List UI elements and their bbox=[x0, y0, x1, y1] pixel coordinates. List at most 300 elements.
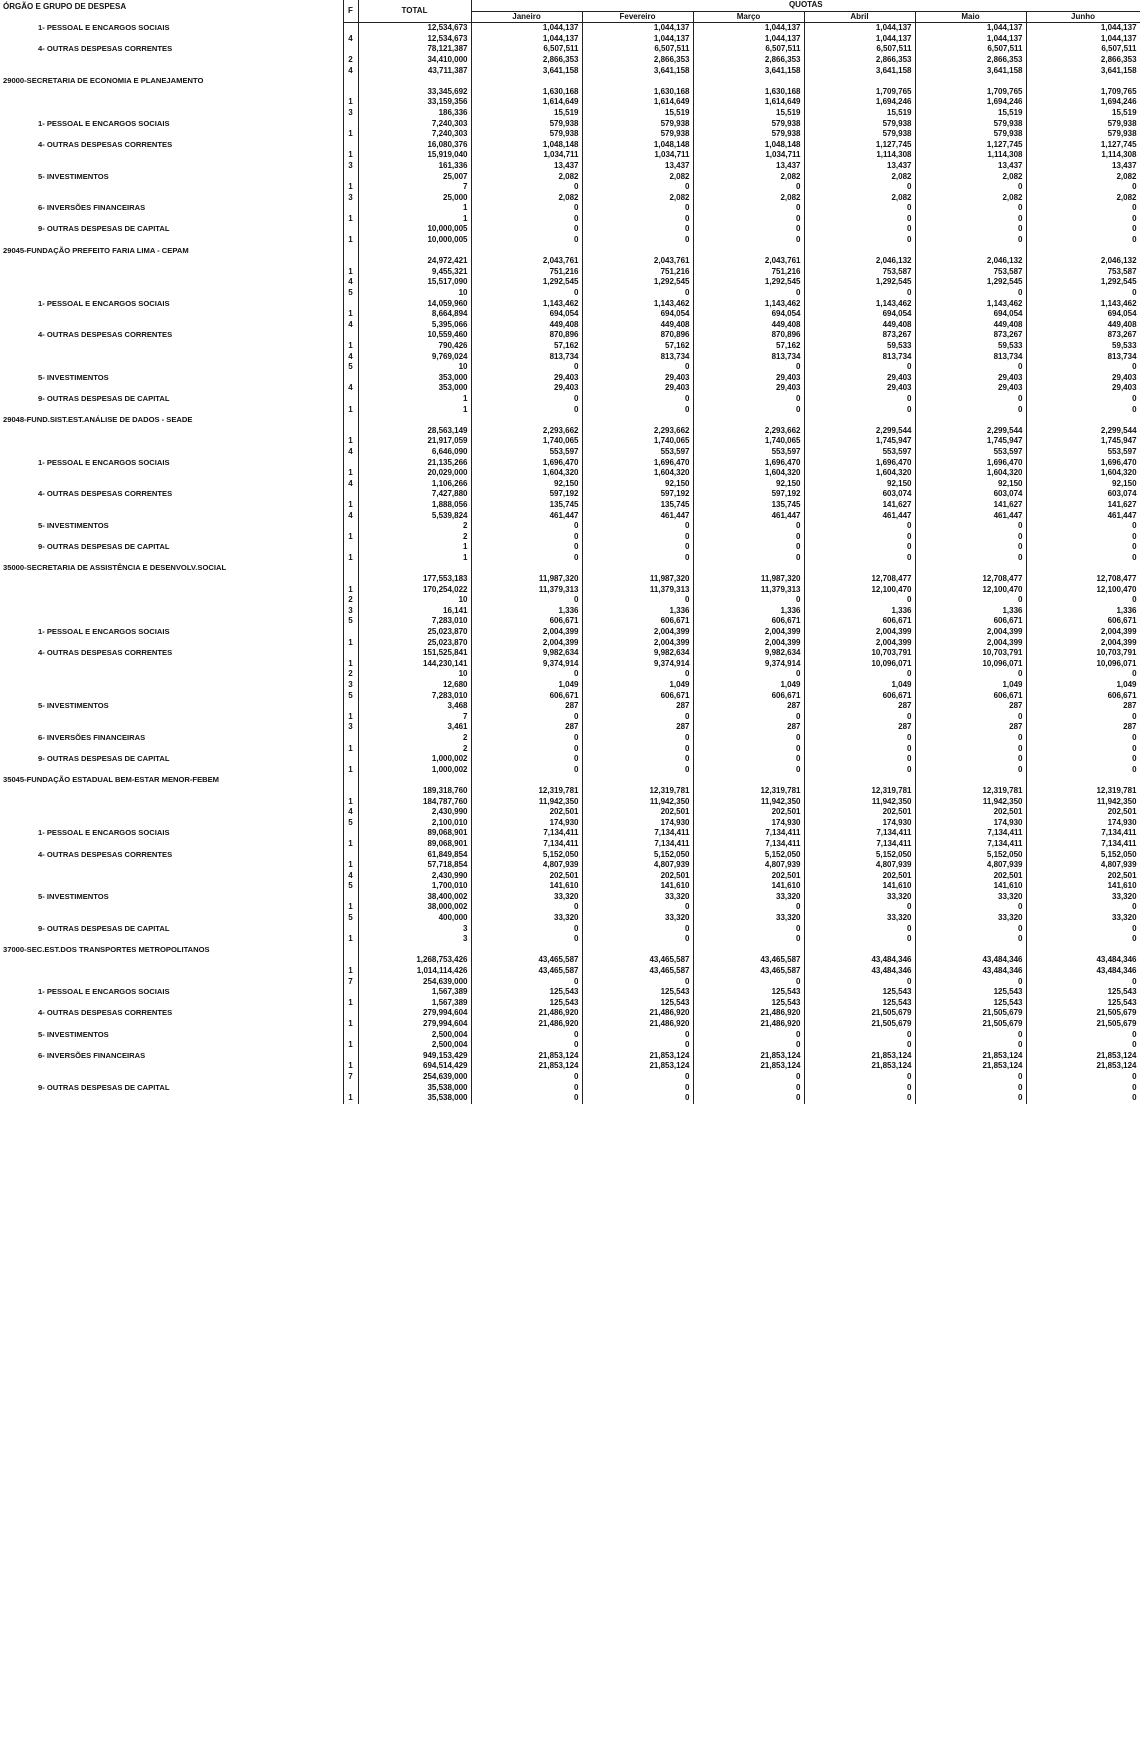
quota-cell: 0 bbox=[915, 754, 1026, 765]
expense-group-row bbox=[0, 828, 1140, 839]
quota-cell: 579,938 bbox=[582, 129, 693, 140]
fonte-cell: 4 bbox=[343, 871, 358, 882]
total-cell: 3,468 bbox=[358, 701, 471, 712]
quota-cell: 3,641,158 bbox=[693, 66, 804, 77]
quota-cell: 1,696,470 bbox=[804, 458, 915, 469]
quota-cell: 0 bbox=[693, 977, 804, 988]
total-cell: 7 bbox=[358, 182, 471, 193]
total-cell: 89,068,901 bbox=[358, 828, 471, 839]
quota-cell: 1,336 bbox=[693, 606, 804, 617]
quota-cell: 0 bbox=[693, 1040, 804, 1051]
fonte-cell: 1 bbox=[343, 182, 358, 193]
row-label: 9- OUTRAS DESPESAS DE CAPITAL bbox=[38, 224, 170, 234]
quota-cell: 0 bbox=[915, 532, 1026, 543]
quota-cell: 694,054 bbox=[915, 309, 1026, 320]
quota-cell: 202,501 bbox=[804, 807, 915, 818]
source-row bbox=[0, 786, 1140, 797]
total-cell: 5,395,066 bbox=[358, 320, 471, 331]
quota-cell: 0 bbox=[804, 542, 915, 553]
quota-cell: 21,486,920 bbox=[582, 1008, 693, 1019]
quota-cell: 2,866,353 bbox=[915, 55, 1026, 66]
quota-cell: 2,043,761 bbox=[471, 256, 582, 267]
quota-cell: 15,519 bbox=[915, 108, 1026, 119]
quota-cell: 0 bbox=[1026, 765, 1140, 776]
quota-cell: 11,942,350 bbox=[471, 797, 582, 808]
row-label bbox=[0, 34, 343, 45]
total-cell: 25,023,870 bbox=[358, 627, 471, 638]
fonte-cell: 2 bbox=[343, 55, 358, 66]
quota-cell: 287 bbox=[693, 722, 804, 733]
quota-cell: 12,319,781 bbox=[915, 786, 1026, 797]
row-label: 1- PESSOAL E ENCARGOS SOCIAIS bbox=[38, 987, 170, 997]
quota-cell: 1,044,137 bbox=[582, 23, 693, 34]
source-row bbox=[0, 362, 1140, 373]
quota-cell: 0 bbox=[471, 765, 582, 776]
quota-cell: 0 bbox=[582, 765, 693, 776]
quota-cell: 6,507,511 bbox=[693, 44, 804, 55]
fonte-cell: 1 bbox=[343, 553, 358, 564]
quota-cell: 9,982,634 bbox=[582, 648, 693, 659]
quota-cell: 13,437 bbox=[471, 161, 582, 172]
quota-cell: 4,807,939 bbox=[1026, 860, 1140, 871]
expense-group-row bbox=[0, 701, 1140, 712]
quota-cell: 1,604,320 bbox=[804, 468, 915, 479]
quota-cell: 92,150 bbox=[915, 479, 1026, 490]
quota-cell: 606,671 bbox=[582, 691, 693, 702]
quota-cell: 606,671 bbox=[804, 691, 915, 702]
quota-cell: 13,437 bbox=[1026, 161, 1140, 172]
quota-cell bbox=[804, 945, 915, 956]
quota-cell: 0 bbox=[582, 595, 693, 606]
quota-cell: 2,299,544 bbox=[915, 426, 1026, 437]
row-label bbox=[0, 479, 343, 490]
quota-cell: 10,703,791 bbox=[804, 648, 915, 659]
quota-cell: 202,501 bbox=[471, 871, 582, 882]
quota-cell: 0 bbox=[915, 235, 1026, 246]
row-label bbox=[0, 66, 343, 77]
quota-cell: 813,734 bbox=[1026, 352, 1140, 363]
quota-cell: 0 bbox=[1026, 394, 1140, 405]
quota-cell: 21,853,124 bbox=[471, 1051, 582, 1062]
quota-cell: 125,543 bbox=[582, 987, 693, 998]
quota-cell: 21,853,124 bbox=[804, 1051, 915, 1062]
source-row bbox=[0, 341, 1140, 352]
total-cell: 16,141 bbox=[358, 606, 471, 617]
row-label bbox=[0, 553, 343, 564]
quota-cell: 21,505,679 bbox=[1026, 1008, 1140, 1019]
quota-cell: 1,709,765 bbox=[1026, 87, 1140, 98]
source-row bbox=[0, 352, 1140, 363]
total-cell: 2 bbox=[358, 744, 471, 755]
quota-cell: 43,465,587 bbox=[693, 955, 804, 966]
quota-cell bbox=[582, 246, 693, 257]
row-label bbox=[0, 744, 343, 755]
row-label bbox=[0, 1072, 343, 1083]
quota-cell: 1,292,545 bbox=[471, 277, 582, 288]
quota-cell: 21,486,920 bbox=[693, 1019, 804, 1030]
quota-cell: 0 bbox=[582, 553, 693, 564]
organ-row bbox=[0, 563, 1140, 574]
quota-cell: 0 bbox=[471, 924, 582, 935]
quota-cell: 0 bbox=[915, 203, 1026, 214]
quota-cell: 2,082 bbox=[471, 193, 582, 204]
total-cell: 177,553,183 bbox=[358, 574, 471, 585]
source-row bbox=[0, 595, 1140, 606]
quota-cell: 33,320 bbox=[804, 892, 915, 903]
quota-cell bbox=[693, 246, 804, 257]
fonte-cell bbox=[343, 44, 358, 55]
source-row bbox=[0, 1072, 1140, 1083]
total-cell: 10,559,460 bbox=[358, 330, 471, 341]
quota-cell: 1,049 bbox=[804, 680, 915, 691]
quota-cell: 1,044,137 bbox=[915, 23, 1026, 34]
quota-cell: 1,336 bbox=[1026, 606, 1140, 617]
total-cell: 1,567,389 bbox=[358, 998, 471, 1009]
quota-cell: 29,403 bbox=[693, 373, 804, 384]
row-label: 4- OUTRAS DESPESAS CORRENTES bbox=[38, 849, 173, 859]
quota-cell: 7,134,411 bbox=[582, 828, 693, 839]
column-header-f: F bbox=[343, 0, 358, 23]
source-row bbox=[0, 405, 1140, 416]
expense-group-row bbox=[0, 542, 1140, 553]
row-label: 1- PESSOAL E ENCARGOS SOCIAIS bbox=[38, 118, 170, 128]
quota-cell: 2,866,353 bbox=[1026, 55, 1140, 66]
quota-cell: 1,044,137 bbox=[471, 34, 582, 45]
quota-cell: 1,292,545 bbox=[1026, 277, 1140, 288]
quota-cell: 0 bbox=[915, 924, 1026, 935]
row-label bbox=[0, 129, 343, 140]
source-row bbox=[0, 436, 1140, 447]
fonte-cell bbox=[343, 955, 358, 966]
quota-cell: 3,641,158 bbox=[582, 66, 693, 77]
quota-cell: 606,671 bbox=[471, 691, 582, 702]
quota-cell bbox=[471, 415, 582, 426]
quota-cell: 5,152,050 bbox=[804, 850, 915, 861]
fonte-cell: 1 bbox=[343, 405, 358, 416]
fonte-cell bbox=[343, 23, 358, 34]
column-header-quotas: QUOTAS bbox=[471, 0, 1140, 11]
quota-cell: 1,745,947 bbox=[804, 436, 915, 447]
quota-cell: 0 bbox=[693, 1030, 804, 1041]
quota-cell: 33,320 bbox=[1026, 892, 1140, 903]
quota-cell: 287 bbox=[804, 701, 915, 712]
quota-cell: 0 bbox=[1026, 362, 1140, 373]
total-cell: 12,680 bbox=[358, 680, 471, 691]
quota-cell: 0 bbox=[1026, 224, 1140, 235]
quota-cell: 2,299,544 bbox=[804, 426, 915, 437]
source-row bbox=[0, 256, 1140, 267]
row-label bbox=[0, 193, 343, 204]
total-cell: 7,283,010 bbox=[358, 691, 471, 702]
quota-cell: 0 bbox=[693, 203, 804, 214]
quota-cell: 9,982,634 bbox=[471, 648, 582, 659]
quota-cell: 2,004,399 bbox=[471, 627, 582, 638]
quota-cell: 174,930 bbox=[804, 818, 915, 829]
quota-cell: 0 bbox=[582, 712, 693, 723]
quota-cell: 1,336 bbox=[471, 606, 582, 617]
quota-cell: 3,641,158 bbox=[915, 66, 1026, 77]
fonte-cell bbox=[343, 1030, 358, 1041]
quota-cell: 0 bbox=[804, 405, 915, 416]
expense-group-row bbox=[0, 373, 1140, 384]
row-label bbox=[0, 966, 343, 977]
fonte-cell: 1 bbox=[343, 659, 358, 670]
quota-cell: 553,597 bbox=[1026, 447, 1140, 458]
quota-cell: 29,403 bbox=[471, 373, 582, 384]
row-label bbox=[0, 267, 343, 278]
quota-cell: 43,484,346 bbox=[1026, 955, 1140, 966]
quota-cell: 0 bbox=[693, 235, 804, 246]
quota-cell: 5,152,050 bbox=[471, 850, 582, 861]
quota-cell: 0 bbox=[1026, 182, 1140, 193]
quota-cell bbox=[1026, 563, 1140, 574]
quota-cell: 0 bbox=[582, 542, 693, 553]
quota-cell: 0 bbox=[471, 754, 582, 765]
row-label bbox=[0, 1019, 343, 1030]
quota-cell: 11,942,350 bbox=[693, 797, 804, 808]
source-row bbox=[0, 616, 1140, 627]
total-cell: 61,849,854 bbox=[358, 850, 471, 861]
row-label bbox=[0, 341, 343, 352]
quota-cell bbox=[582, 775, 693, 786]
quota-cell: 694,054 bbox=[693, 309, 804, 320]
quota-cell: 606,671 bbox=[1026, 691, 1140, 702]
quota-cell: 287 bbox=[1026, 701, 1140, 712]
quota-cell: 0 bbox=[1026, 1072, 1140, 1083]
quota-cell: 13,437 bbox=[693, 161, 804, 172]
quota-cell: 11,987,320 bbox=[582, 574, 693, 585]
quota-cell: 0 bbox=[693, 182, 804, 193]
fonte-cell: 3 bbox=[343, 108, 358, 119]
quota-cell: 0 bbox=[582, 182, 693, 193]
quota-cell: 125,543 bbox=[804, 998, 915, 1009]
fonte-cell: 7 bbox=[343, 1072, 358, 1083]
quota-cell: 202,501 bbox=[915, 807, 1026, 818]
quota-cell: 7,134,411 bbox=[804, 839, 915, 850]
source-row bbox=[0, 955, 1140, 966]
quota-cell: 43,484,346 bbox=[915, 966, 1026, 977]
fonte-cell bbox=[343, 850, 358, 861]
quota-cell: 2,082 bbox=[471, 172, 582, 183]
expense-group-row bbox=[0, 119, 1140, 130]
quota-cell: 12,319,781 bbox=[693, 786, 804, 797]
source-row bbox=[0, 765, 1140, 776]
source-row bbox=[0, 977, 1140, 988]
quota-cell: 6,507,511 bbox=[804, 44, 915, 55]
quota-cell: 2,866,353 bbox=[471, 55, 582, 66]
quota-cell: 0 bbox=[915, 553, 1026, 564]
row-label: 9- OUTRAS DESPESAS DE CAPITAL bbox=[38, 1082, 170, 1092]
fonte-cell: 1 bbox=[343, 934, 358, 945]
quota-cell: 579,938 bbox=[471, 119, 582, 130]
fonte-cell bbox=[343, 1083, 358, 1094]
quota-cell: 0 bbox=[582, 235, 693, 246]
quota-cell: 125,543 bbox=[582, 998, 693, 1009]
quota-cell: 43,465,587 bbox=[582, 955, 693, 966]
total-cell: 279,994,604 bbox=[358, 1019, 471, 1030]
quota-cell: 125,543 bbox=[915, 987, 1026, 998]
quota-cell: 10,096,071 bbox=[1026, 659, 1140, 670]
quota-cell: 2,082 bbox=[693, 193, 804, 204]
quota-cell: 12,319,781 bbox=[582, 786, 693, 797]
fonte-cell: 1 bbox=[343, 150, 358, 161]
quota-cell: 287 bbox=[471, 701, 582, 712]
expense-group-row bbox=[0, 648, 1140, 659]
total-cell: 161,336 bbox=[358, 161, 471, 172]
source-row bbox=[0, 1093, 1140, 1104]
quota-cell: 1,044,137 bbox=[804, 34, 915, 45]
source-row bbox=[0, 55, 1140, 66]
expense-group-row bbox=[0, 892, 1140, 903]
quota-cell: 1,049 bbox=[582, 680, 693, 691]
source-row bbox=[0, 797, 1140, 808]
quota-cell: 0 bbox=[804, 235, 915, 246]
quota-cell: 9,374,914 bbox=[582, 659, 693, 670]
total-cell: 3,461 bbox=[358, 722, 471, 733]
quota-cell: 579,938 bbox=[693, 129, 804, 140]
quota-cell bbox=[471, 563, 582, 574]
row-label: 1- PESSOAL E ENCARGOS SOCIAIS bbox=[38, 298, 170, 308]
quota-cell: 7,134,411 bbox=[471, 828, 582, 839]
quota-cell: 0 bbox=[804, 733, 915, 744]
quota-cell: 1,049 bbox=[1026, 680, 1140, 691]
row-label bbox=[0, 765, 343, 776]
fonte-cell: 4 bbox=[343, 479, 358, 490]
quota-cell: 21,853,124 bbox=[693, 1051, 804, 1062]
quota-cell: 1,143,462 bbox=[915, 299, 1026, 310]
quota-cell: 141,627 bbox=[804, 500, 915, 511]
quota-cell: 579,938 bbox=[582, 119, 693, 130]
quota-cell: 0 bbox=[582, 1072, 693, 1083]
quota-cell: 0 bbox=[1026, 595, 1140, 606]
quota-cell: 7,134,411 bbox=[693, 839, 804, 850]
total-cell: 254,639,000 bbox=[358, 1072, 471, 1083]
quota-cell: 11,942,350 bbox=[804, 797, 915, 808]
quota-cell: 2,082 bbox=[582, 193, 693, 204]
quota-cell: 10,703,791 bbox=[1026, 648, 1140, 659]
quota-cell: 0 bbox=[582, 754, 693, 765]
quota-cell: 0 bbox=[582, 1093, 693, 1104]
total-cell: 10 bbox=[358, 595, 471, 606]
fonte-cell bbox=[343, 733, 358, 744]
quota-cell: 873,267 bbox=[915, 330, 1026, 341]
total-cell: 279,994,604 bbox=[358, 1008, 471, 1019]
quota-cell: 0 bbox=[804, 394, 915, 405]
total-cell: 3 bbox=[358, 924, 471, 935]
source-row bbox=[0, 34, 1140, 45]
row-label bbox=[0, 468, 343, 479]
quota-cell: 1,049 bbox=[471, 680, 582, 691]
quota-cell: 11,379,313 bbox=[693, 585, 804, 596]
quota-cell: 21,853,124 bbox=[582, 1051, 693, 1062]
quota-cell: 21,853,124 bbox=[804, 1061, 915, 1072]
quota-cell: 0 bbox=[471, 744, 582, 755]
quota-cell: 21,486,920 bbox=[471, 1008, 582, 1019]
total-cell: 20,029,000 bbox=[358, 468, 471, 479]
quota-cell bbox=[915, 775, 1026, 786]
total-cell: 12,534,673 bbox=[358, 23, 471, 34]
quota-cell: 0 bbox=[471, 394, 582, 405]
quota-cell: 0 bbox=[693, 1083, 804, 1094]
row-label bbox=[0, 977, 343, 988]
quota-cell bbox=[1026, 775, 1140, 786]
quota-cell: 0 bbox=[582, 521, 693, 532]
row-label bbox=[0, 288, 343, 299]
total-cell: 2,430,990 bbox=[358, 807, 471, 818]
quota-cell: 0 bbox=[804, 754, 915, 765]
quota-cell: 449,408 bbox=[471, 320, 582, 331]
quota-cell: 21,505,679 bbox=[915, 1019, 1026, 1030]
quota-cell: 287 bbox=[804, 722, 915, 733]
quota-cell: 12,708,477 bbox=[915, 574, 1026, 585]
quota-cell: 43,484,346 bbox=[1026, 966, 1140, 977]
quota-cell: 174,930 bbox=[471, 818, 582, 829]
quota-cell: 606,671 bbox=[582, 616, 693, 627]
quota-cell: 1,034,711 bbox=[693, 150, 804, 161]
row-label bbox=[0, 320, 343, 331]
quota-cell: 1,630,168 bbox=[471, 87, 582, 98]
total-cell: 2,100,010 bbox=[358, 818, 471, 829]
source-row bbox=[0, 320, 1140, 331]
quota-cell: 33,320 bbox=[915, 892, 1026, 903]
quota-cell: 0 bbox=[582, 669, 693, 680]
quota-cell: 33,320 bbox=[1026, 913, 1140, 924]
quota-cell: 606,671 bbox=[915, 616, 1026, 627]
row-label bbox=[0, 511, 343, 522]
fonte-cell: 1 bbox=[343, 532, 358, 543]
quota-cell: 597,192 bbox=[582, 489, 693, 500]
row-label bbox=[0, 235, 343, 246]
quota-cell: 0 bbox=[915, 1030, 1026, 1041]
quota-cell: 1,044,137 bbox=[693, 34, 804, 45]
month-header-fevereiro: Fevereiro bbox=[582, 11, 693, 23]
total-cell: 1,106,266 bbox=[358, 479, 471, 490]
quota-cell: 1,604,320 bbox=[915, 468, 1026, 479]
quota-cell: 1,143,462 bbox=[471, 299, 582, 310]
quota-cell: 92,150 bbox=[804, 479, 915, 490]
quota-cell: 606,671 bbox=[915, 691, 1026, 702]
fonte-cell: 1 bbox=[343, 500, 358, 511]
quota-cell bbox=[915, 415, 1026, 426]
quota-cell: 0 bbox=[582, 224, 693, 235]
fonte-cell bbox=[343, 256, 358, 267]
quota-cell: 1,127,745 bbox=[1026, 140, 1140, 151]
quota-cell: 5,152,050 bbox=[693, 850, 804, 861]
quota-cell: 7,134,411 bbox=[693, 828, 804, 839]
quota-cell: 202,501 bbox=[1026, 871, 1140, 882]
quota-cell: 753,587 bbox=[804, 267, 915, 278]
quota-cell: 33,320 bbox=[915, 913, 1026, 924]
quota-cell: 43,465,587 bbox=[471, 955, 582, 966]
source-row bbox=[0, 66, 1140, 77]
quota-cell: 751,216 bbox=[471, 267, 582, 278]
quota-cell bbox=[804, 563, 915, 574]
quota-cell: 29,403 bbox=[804, 373, 915, 384]
row-label: 35045-FUNDAÇÃO ESTADUAL BEM-ESTAR MENOR-FEBEM bbox=[3, 775, 220, 785]
quota-cell: 141,627 bbox=[1026, 500, 1140, 511]
row-label bbox=[0, 839, 343, 850]
quota-cell: 606,671 bbox=[1026, 616, 1140, 627]
source-row bbox=[0, 267, 1140, 278]
quota-cell: 0 bbox=[471, 595, 582, 606]
fonte-cell bbox=[343, 373, 358, 384]
quota-cell: 0 bbox=[915, 1072, 1026, 1083]
quota-cell: 449,408 bbox=[582, 320, 693, 331]
quota-cell: 870,896 bbox=[693, 330, 804, 341]
quota-cell: 43,465,587 bbox=[471, 966, 582, 977]
row-label: 4- OUTRAS DESPESAS CORRENTES bbox=[38, 1008, 173, 1018]
source-row bbox=[0, 871, 1140, 882]
